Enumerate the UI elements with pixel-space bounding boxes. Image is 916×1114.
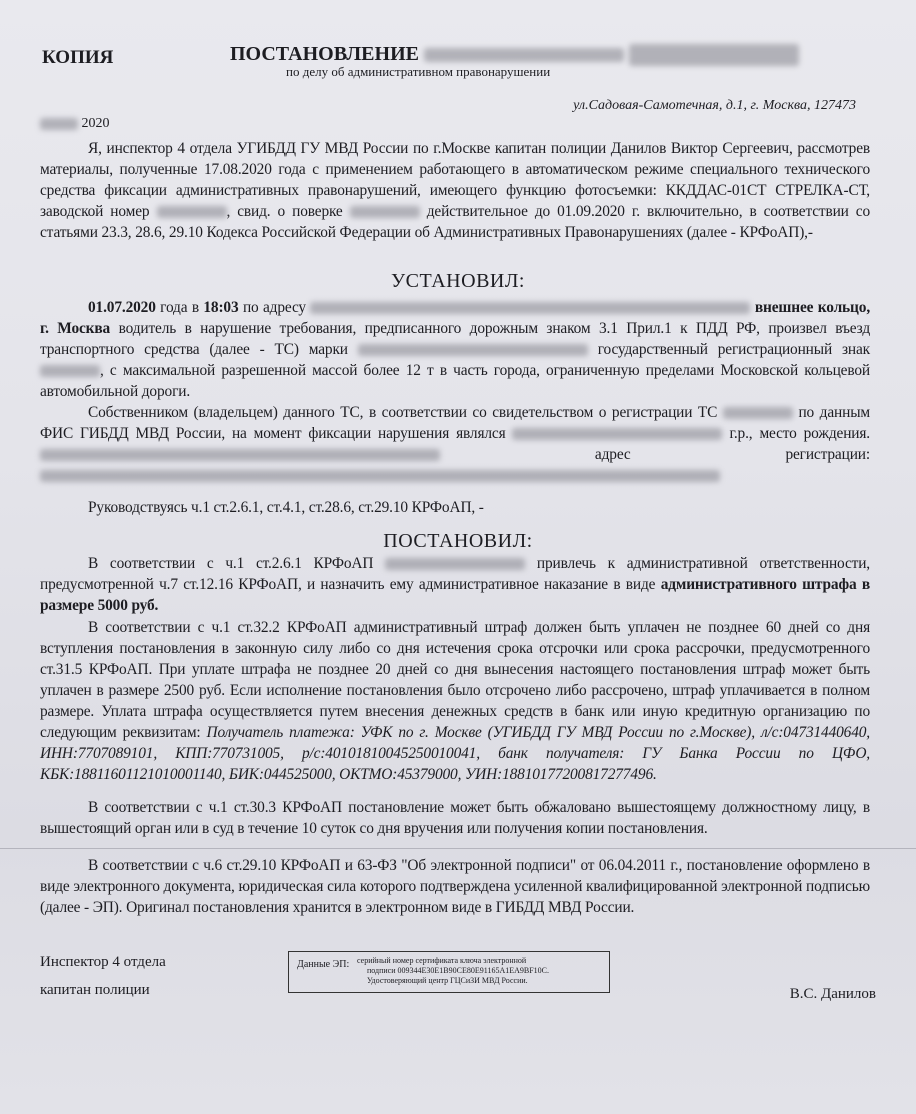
signer-name: В.С. Данилов bbox=[789, 986, 876, 1002]
title-text: ПОСТАНОВЛЕНИЕ bbox=[230, 43, 419, 65]
redacted-cert bbox=[350, 206, 420, 218]
text: привлечь к административной ответственности, предусмотренной ч.7 ст.12.16 КРФоАП, и назначить ему административное наказание в виде bbox=[40, 555, 870, 593]
e-signature-paragraph: В соответствии с ч.6 ст.29.10 КРФоАП и 63-ФЗ "Об электронной подписи" от 06.04.2011 г., постановление оформлено в виде электронного документа, юридическая сила которого подтверждена усиленной квалифицированной электронной подписью (далее - ЭП). Оригинал постановления хранится в электронном виде в ГИБДД МВД России. bbox=[40, 857, 870, 916]
intro-text-b: , свид. о поверке bbox=[226, 203, 343, 220]
document-title bbox=[230, 43, 799, 66]
text: Собственником (владельцем) данного ТС, в соответствии со свидетельством о регистрации ТС bbox=[88, 404, 718, 421]
owner-paragraph bbox=[40, 402, 870, 486]
document-date bbox=[40, 116, 110, 132]
appeal-paragraph: В соответствии с ч.1 ст.30.3 КРФоАП постановление может быть обжаловано вышестоящему должностному лицу, в вышестоящий орган или в суд в течение 10 суток со дня вручения или получения копии постановления. bbox=[40, 799, 870, 837]
signature-line-2: подписи 009344E30E1B90CE80E91165A1EA9BF10C. bbox=[367, 966, 549, 975]
violation-place: внешнее кольцо, г. Москва bbox=[40, 299, 871, 337]
payment-details: Получатель платежа: УФК по г. Москве (УГИБДД ГУ МВД России по г.Москве), л/с:04731440640, ИНН:7707089101, КПП:770731005, р/с:40101810045250010041, банк получателя: ГУ Банка России по ЦФО, КБК:18811601121010001140, БИК:044525000, ОКТМО:45379000, УИН:18810177200817277496. bbox=[40, 724, 870, 783]
resolved-heading: ПОСТАНОВИЛ: bbox=[383, 530, 533, 552]
intro-text-c: действительное до 01.09.2020 г. включительно, в соответствии со статьями 23.3, 28.6, 29.10 Кодекса Российской Федерации об Административных Правонарушениях (далее - КРФоАП),- bbox=[40, 203, 871, 241]
paper-fold bbox=[0, 848, 916, 849]
redacted-serial bbox=[157, 206, 227, 218]
redacted-address bbox=[310, 302, 750, 314]
resolved-paragraph-1 bbox=[40, 553, 870, 616]
intro-text-a: Я, инспектор 4 отдела УГИБДД ГУ МВД России по г.Москве капитан полиции Данилов Виктор Сергеевич, рассмотрев материалы, полученные 17.08.2020 года с применением работающего в автоматическом режиме специального технического средства фиксации административных правонарушений, имеющего функцию фотосъемки: ККДДАС-01СТ СТРЕЛКА-СТ, заводской номер bbox=[40, 140, 870, 220]
e-signature-box bbox=[288, 951, 610, 993]
redacted-birthplace bbox=[40, 449, 440, 461]
redacted-vehicle bbox=[358, 344, 588, 356]
text: года в bbox=[155, 299, 204, 316]
signature-label: Данные ЭП: bbox=[297, 959, 350, 970]
violation-date: 01.07.2020 bbox=[88, 299, 156, 316]
authority-address: ул.Садовая-Самотечная, д.1, г. Москва, 127473 bbox=[573, 98, 856, 113]
text: по данным ФИС ГИБДД МВД России, на момент фиксации нарушения являлся bbox=[40, 404, 870, 442]
fine-amount: административного штрафа в размере 5000 руб. bbox=[40, 576, 871, 614]
redacted-number bbox=[424, 48, 624, 62]
redacted-plate bbox=[40, 365, 100, 377]
text: В соответствии с ч.1 ст.2.6.1 КРФоАП bbox=[88, 555, 374, 572]
document-subtitle: по делу об административном правонарушении bbox=[286, 64, 551, 79]
text: государственный регистрационный знак bbox=[597, 341, 870, 358]
established-heading: УСТАНОВИЛ: bbox=[391, 270, 525, 292]
date-year: 2020 bbox=[81, 116, 110, 131]
text: адрес регистрации: bbox=[594, 446, 870, 463]
intro-paragraph bbox=[40, 138, 870, 243]
inspector-rank: капитан полиции bbox=[40, 982, 150, 998]
violation-time: 18:03 bbox=[203, 299, 239, 316]
guided-paragraph: Руководствуясь ч.1 ст.2.6.1, ст.4.1, ст.28.6, ст.29.10 КРФоАП, - bbox=[88, 499, 484, 516]
text: , с максимальной разрешенной массой более 12 т в часть города, ограниченную пределами Московской кольцевой автомобильной дороги. bbox=[40, 362, 870, 400]
copy-label: КОПИЯ bbox=[42, 47, 114, 68]
text: по адресу bbox=[238, 299, 306, 316]
signature-line-3: Удостоверяющий центр ГЦСиЗИ МВД России. bbox=[367, 976, 528, 985]
redacted-offender bbox=[385, 558, 525, 570]
redacted-owner-name bbox=[512, 428, 722, 440]
inspector-position: Инспектор 4 отдела bbox=[40, 954, 166, 970]
redacted-date bbox=[40, 118, 78, 130]
redacted-reg-address bbox=[40, 470, 720, 482]
text: водитель в нарушение требования, предписанного дорожным знаком 3.1 Прил.1 к ПДД РФ, произвел въезд транспортного средства (далее - ТС) марки bbox=[40, 320, 870, 358]
text: г.р., место рождения. bbox=[729, 425, 870, 442]
payment-paragraph bbox=[40, 617, 870, 785]
signature-line-1: серийный номер сертификата ключа электронной bbox=[357, 956, 527, 965]
redacted-barcode bbox=[629, 44, 799, 66]
text: В соответствии с ч.1 ст.32.2 КРФоАП административный штраф должен быть уплачен не позднее 60 дней со дня вступления постановления в законную силу либо со дня истечения срока отсрочки или срока рассрочки, предусмотренного ст.31.5 КРФоАП. При уплате штрафа не позднее 20 дней со дня вынесения настоящего постановления штраф может быть уплачен в размере 2500 руб. Если исполнение постановления было отсрочено либо рассрочено, штраф уплачивается в полном размере. Уплата штрафа осуществляется путем внесения денежных средств в банк или иную кредитную организацию по следующим реквизитам: bbox=[40, 619, 870, 741]
redacted-reg-cert bbox=[723, 407, 793, 419]
established-paragraph bbox=[40, 297, 870, 402]
